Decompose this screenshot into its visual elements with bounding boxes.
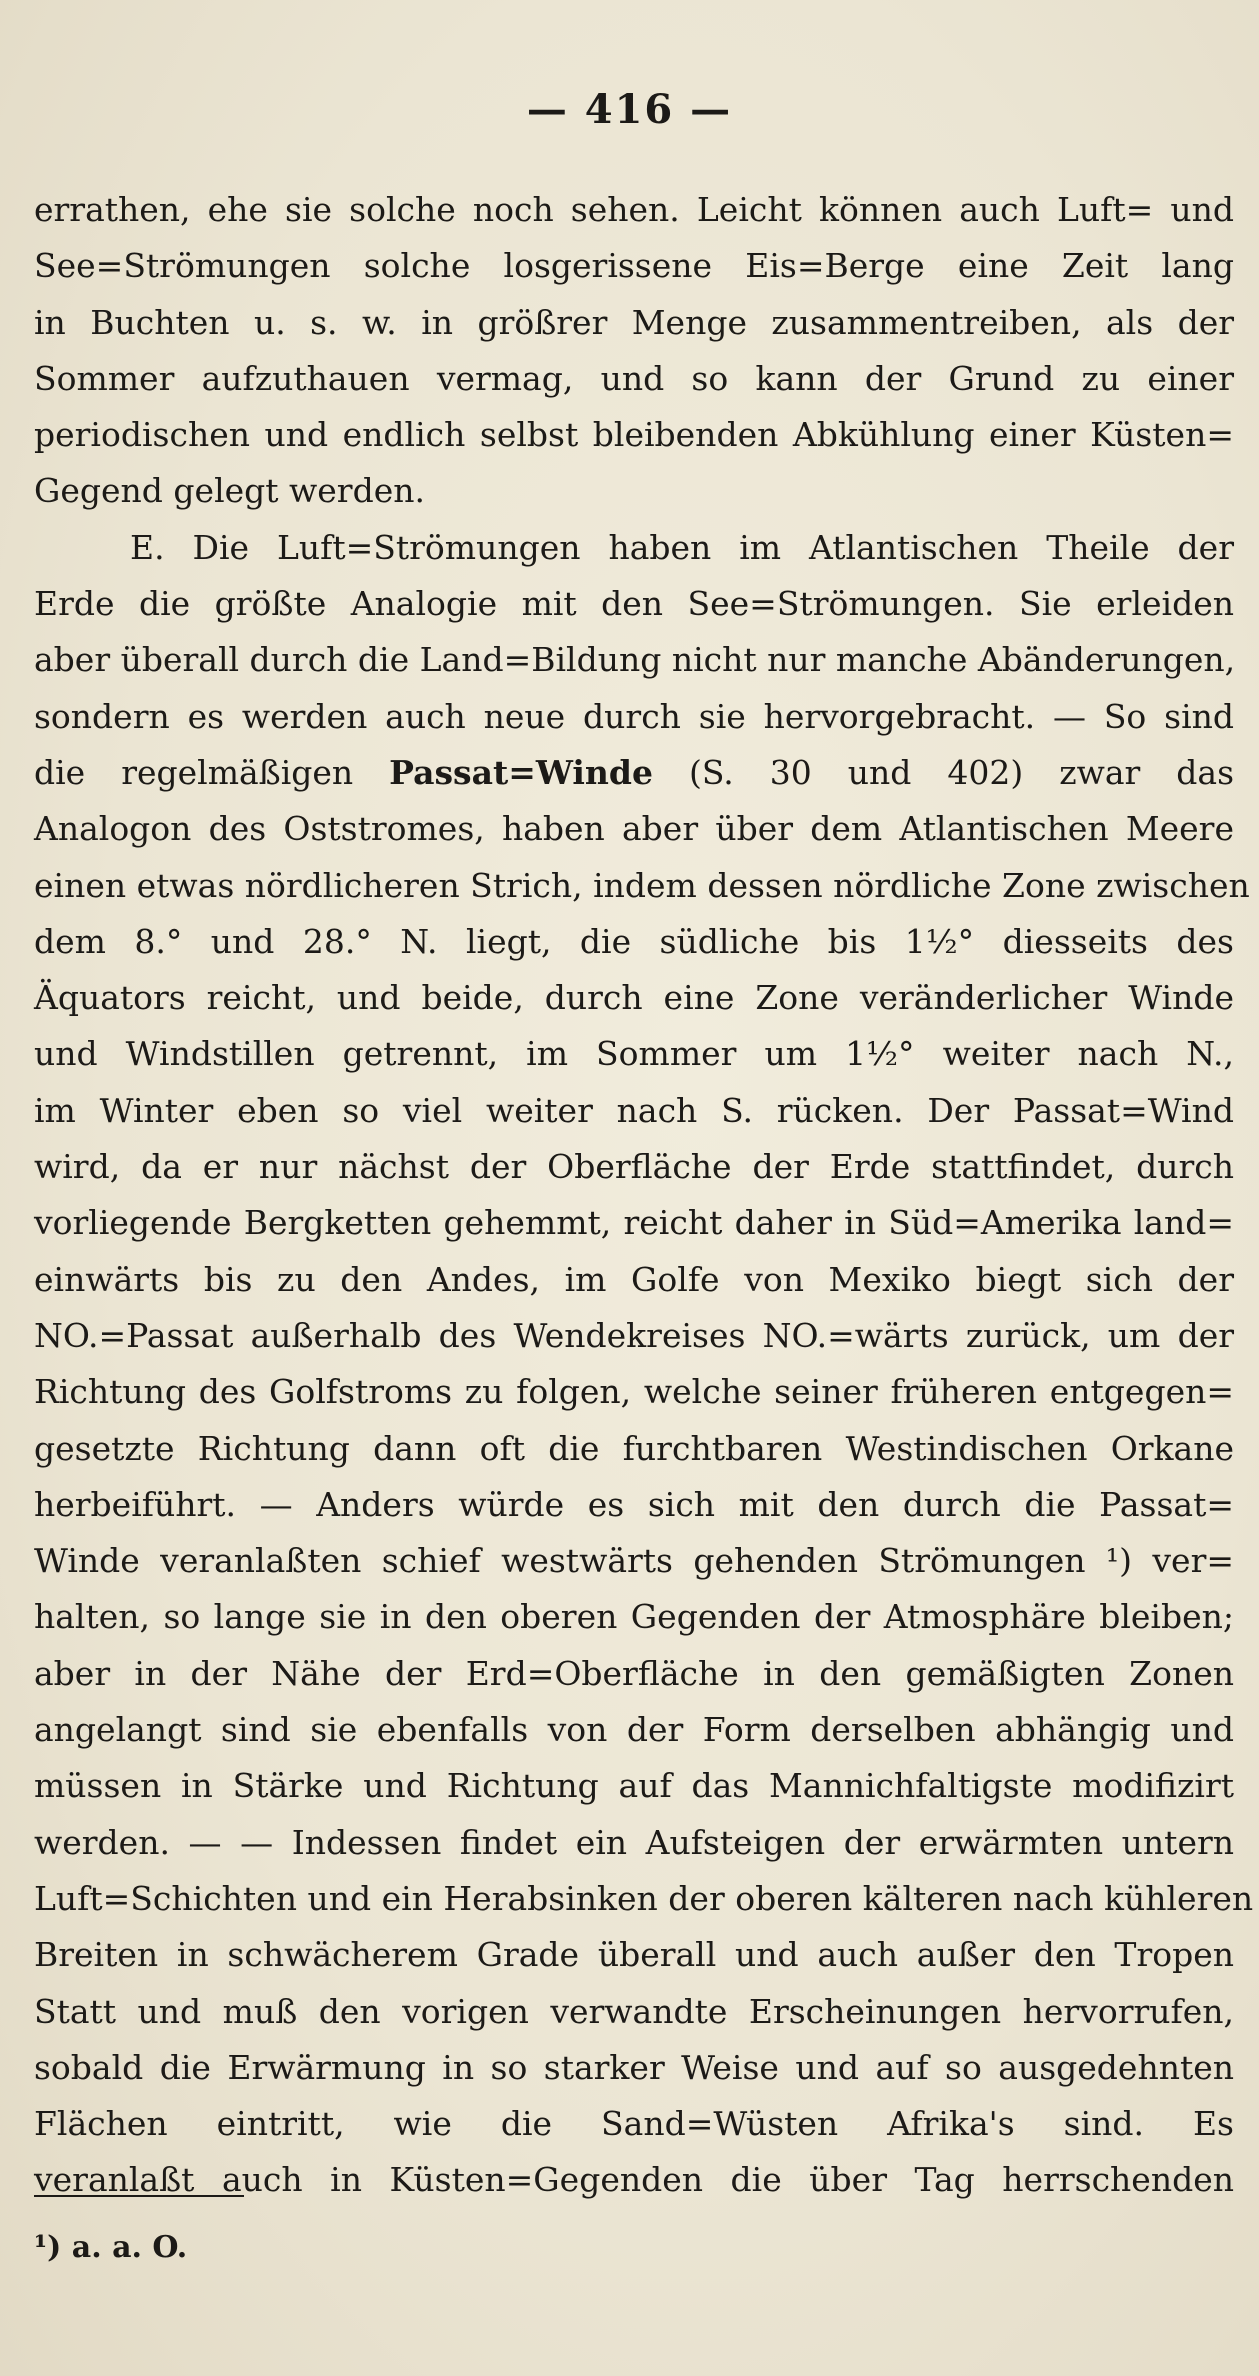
page-number: — 416 —	[526, 86, 733, 133]
text-line: veranlaßt auch in Küsten=Gegenden die über Tag herrschenden	[34, 2160, 1234, 2200]
section-e-first-line: E. Die Luft=Strömungen haben im Atlantischen Theile der	[130, 527, 1234, 567]
passat-winde-line: die regelmäßigen Passat=Winde (S. 30 und 402) zwar das	[34, 752, 1234, 792]
body-text	[34, 182, 1254, 2209]
text-line: Äquators reicht, und beide, durch eine Zone veränderlicher Winde	[34, 978, 1234, 1018]
text-line: periodischen und endlich selbst bleibenden Abkühlung einer Küsten=	[34, 415, 1234, 455]
text-line: einen etwas nördlicheren Strich, indem dessen nördliche Zone zwischen	[34, 865, 1250, 905]
text-line: Winde veranlaßten schief westwärts gehenden Strömungen ¹) ver=	[34, 1541, 1234, 1581]
text-line: vorliegende Bergketten gehemmt, reicht daher in Süd=Amerika land=	[34, 1203, 1234, 1243]
text-line: Sommer aufzuthauen vermag, und so kann der Grund zu einer	[34, 358, 1234, 398]
text-line: Richtung des Golfstroms zu folgen, welche seiner früheren entgegen=	[34, 1372, 1234, 1412]
text-line: Analogon des Oststromes, haben aber über dem Atlantischen Meere	[34, 809, 1234, 849]
text-line: aber überall durch die Land=Bildung nicht nur manche Abänderungen,	[34, 640, 1236, 680]
text-line: wird, da er nur nächst der Oberfläche der Erde stattfindet, durch	[34, 1147, 1234, 1187]
text-line: See=Strömungen solche losgerissene Eis=Berge eine Zeit lang	[34, 246, 1234, 286]
text-line: herbeiführt. — Anders würde es sich mit den durch die Passat=	[34, 1484, 1234, 1524]
text-line: und Windstillen getrennt, im Sommer um 1½° weiter nach N.,	[34, 1034, 1234, 1074]
footnote-divider	[34, 2195, 244, 2197]
text-line: gesetzte Richtung dann oft die furchtbaren Westindischen Orkane	[34, 1428, 1234, 1468]
passat-winde-term: Passat=Winde	[389, 752, 653, 792]
text-line: angelangt sind sie ebenfalls von der Form derselben abhängig und	[34, 1710, 1234, 1750]
text-line: Luft=Schichten und ein Herabsinken der oberen kälteren nach kühleren	[34, 1878, 1254, 1918]
text-line: sondern es werden auch neue durch sie hervorgebracht. — So sind	[34, 696, 1234, 736]
text-line: errathen, ehe sie solche noch sehen. Leicht können auch Luft= und	[34, 190, 1234, 229]
text-line: Flächen eintritt, wie die Sand=Wüsten Afrika's sind. Es	[34, 2104, 1234, 2144]
text-line: aber in der Nähe der Erd=Oberfläche in den gemäßigten Zonen	[34, 1653, 1234, 1693]
text-line: NO.=Passat außerhalb des Wendekreises NO.=wärts zurück, um der	[34, 1315, 1234, 1355]
text-line: Erde die größte Analogie mit den See=Strömungen. Sie erleiden	[34, 584, 1234, 624]
text-line: Statt und muß den vorigen verwandte Erscheinungen hervorrufen,	[34, 1991, 1234, 2031]
text-line: einwärts bis zu den Andes, im Golfe von Mexiko biegt sich der	[34, 1259, 1234, 1299]
text-line: werden. — — Indessen findet ein Aufsteigen der erwärmten untern	[34, 1822, 1234, 1862]
text-line: dem 8.° und 28.° N. liegt, die südliche bis 1½° diesseits des	[34, 921, 1234, 961]
text-line: in Buchten u. s. w. in größrer Menge zusammentreiben, als der	[34, 302, 1234, 342]
text-line: Breiten in schwächerem Grade überall und auch außer den Tropen	[34, 1935, 1234, 1975]
text-line: sobald die Erwärmung in so starker Weise und auf so ausgedehnten	[34, 2047, 1234, 2087]
footnote: ¹) a. a. O.	[34, 2230, 188, 2265]
text-line: halten, so lange sie in den oberen Gegenden der Atmosphäre bleiben;	[34, 1597, 1234, 1637]
text-line: Gegend gelegt werden.	[34, 471, 425, 511]
text-line: müssen in Stärke und Richtung auf das Mannichfaltigste modifizirt	[34, 1766, 1234, 1806]
text-line: im Winter eben so viel weiter nach S. rücken. Der Passat=Wind	[34, 1090, 1234, 1130]
